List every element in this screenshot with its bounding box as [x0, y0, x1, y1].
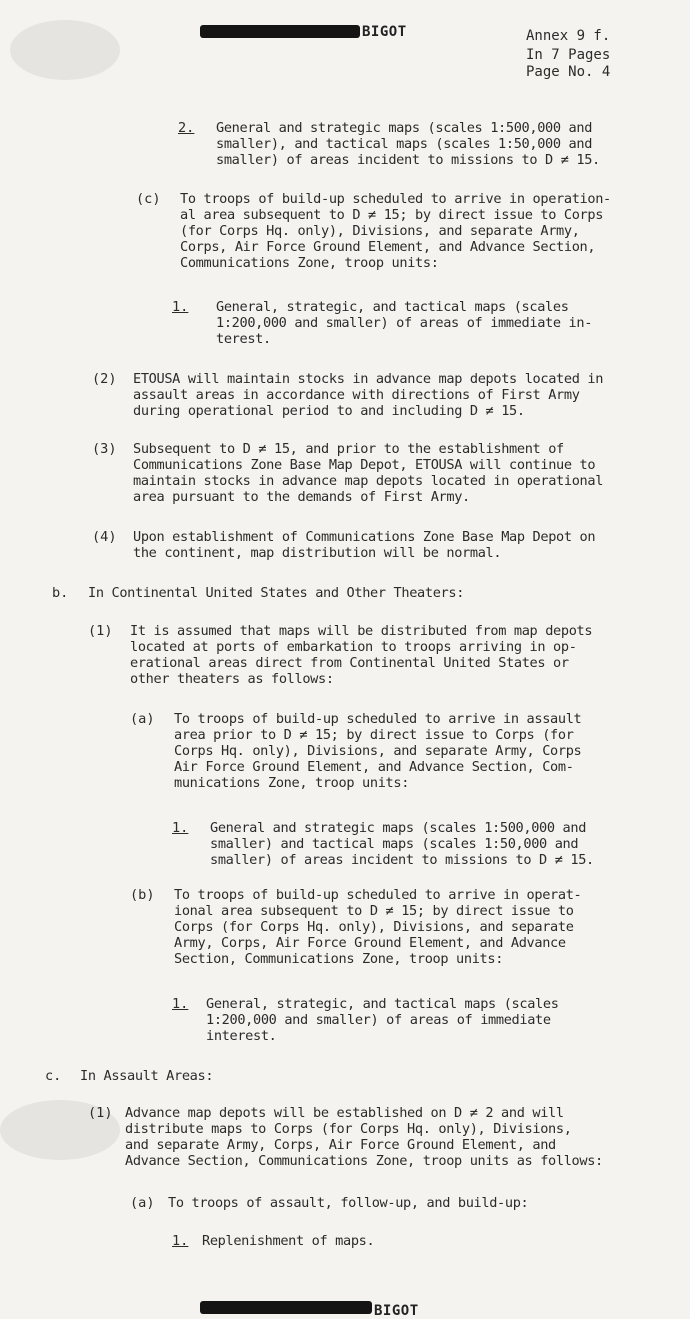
paragraph-label: 1. — [172, 996, 189, 1012]
paragraph-label: 1. — [172, 299, 189, 315]
paragraph-line: To troops of build-up scheduled to arrive in assault — [174, 711, 582, 727]
paragraph-line: interest. — [206, 1028, 277, 1044]
paragraph-line: General, strategic, and tactical maps (scales — [206, 996, 559, 1012]
paragraph-line: Communications Zone Base Map Depot, ETOUSA will continue to — [133, 457, 596, 473]
paragraph-line: General and strategic maps (scales 1:500,000 and — [216, 120, 593, 136]
paragraph-label: 2. — [178, 120, 195, 136]
paragraph-label: (4) — [92, 529, 117, 545]
redaction-bar — [200, 1301, 372, 1314]
paragraph-line: Upon establishment of Communications Zone Base Map Depot on — [133, 529, 596, 545]
paragraph-line: other theaters as follows: — [130, 671, 334, 687]
paragraph-line: ETOUSA will maintain stocks in advance map depots located in — [133, 371, 604, 387]
paragraph-line: Advance Section, Communications Zone, troop units as follows: — [125, 1153, 603, 1169]
paragraph-line: al area subsequent to D ≠ 15; by direct issue to Corps — [180, 207, 604, 223]
paragraph-label: 1. — [172, 1233, 189, 1249]
paragraph-line: In Continental United States and Other Theaters: — [88, 585, 465, 601]
paragraph-label: (3) — [92, 441, 117, 457]
paragraph-line: Corps, Air Force Ground Element, and Advance Section, — [180, 239, 596, 255]
paragraph-label: (a) — [130, 711, 155, 727]
paragraph-line: assault areas in accordance with directions of First Army — [133, 387, 580, 403]
paragraph-line: smaller) of areas incident to missions to D ≠ 15. — [210, 852, 594, 868]
paragraph-line: (for Corps Hq. only), Divisions, and separate Army, — [180, 223, 580, 239]
paragraph-line: General and strategic maps (scales 1:500,000 and — [210, 820, 587, 836]
paragraph-line: area pursuant to the demands of First Army. — [133, 489, 470, 505]
paragraph-line: 1:200,000 and smaller) of areas of immediate — [206, 1012, 551, 1028]
paragraph-line: ional area subsequent to D ≠ 15; by direct issue to — [174, 903, 574, 919]
paragraph-label: (a) — [130, 1195, 155, 1211]
paragraph-line: maintain stocks in advance map depots located in operational — [133, 473, 604, 489]
paragraph-label: (1) — [88, 623, 113, 639]
stamp-smudge — [10, 20, 120, 80]
paragraph-line: In Assault Areas: — [80, 1068, 214, 1084]
paragraph-line: distribute maps to Corps (for Corps Hq. only), Divisions, — [125, 1121, 572, 1137]
paragraph-line: area prior to D ≠ 15; by direct issue to Corps (for — [174, 727, 574, 743]
paragraph-line: erational areas direct from Continental United States or — [130, 655, 569, 671]
classification-header: BIGOT — [362, 24, 407, 40]
page-count: In 7 Pages — [526, 47, 611, 63]
annex-number: Annex 9 f. — [526, 28, 611, 44]
paragraph-label: (2) — [92, 371, 117, 387]
paragraph-label: 1. — [172, 820, 189, 836]
paragraph-line: during operational period to and including D ≠ 15. — [133, 403, 525, 419]
redaction-bar — [200, 25, 360, 38]
paragraph-line: smaller) of areas incident to missions to D ≠ 15. — [216, 152, 600, 168]
paragraph-line: Subsequent to D ≠ 15, and prior to the establishment of — [133, 441, 564, 457]
paragraph-line: To troops of build-up scheduled to arrive in operation- — [180, 191, 611, 207]
paragraph-line: General, strategic, and tactical maps (scales — [216, 299, 569, 315]
paragraph-line: Air Force Ground Element, and Advance Section, Com- — [174, 759, 574, 775]
paragraph-line: To troops of build-up scheduled to arrive in operat- — [174, 887, 582, 903]
paragraph-line: munications Zone, troop units: — [174, 775, 410, 791]
paragraph-line: Replenishment of maps. — [202, 1233, 375, 1249]
paragraph-label: c. — [45, 1068, 62, 1084]
paragraph-line: smaller) and tactical maps (scales 1:50,000 and — [210, 836, 579, 852]
paragraph-label: (c) — [136, 191, 161, 207]
paragraph-line: Communications Zone, troop units: — [180, 255, 439, 271]
paragraph-label: (b) — [130, 887, 155, 903]
paragraph-line: located at ports of embarkation to troops arriving in op- — [130, 639, 577, 655]
paragraph-line: To troops of assault, follow-up, and build-up: — [168, 1195, 529, 1211]
paragraph-line: terest. — [216, 331, 271, 347]
paragraph-line: Army, Corps, Air Force Ground Element, and Advance — [174, 935, 566, 951]
classification-footer: BIGOT — [374, 1303, 419, 1319]
paragraph-line: and separate Army, Corps, Air Force Ground Element, and — [125, 1137, 556, 1153]
paragraph-line: Corps Hq. only), Divisions, and separate Army, Corps — [174, 743, 582, 759]
paragraph-line: Corps (for Corps Hq. only), Divisions, and separate — [174, 919, 574, 935]
paragraph-line: Section, Communications Zone, troop units: — [174, 951, 504, 967]
paragraph-label: b. — [52, 585, 69, 601]
paragraph-line: smaller), and tactical maps (scales 1:50,000 and — [216, 136, 593, 152]
paragraph-label: (1) — [88, 1105, 113, 1121]
page-number: Page No. 4 — [526, 64, 611, 80]
paragraph-line: Advance map depots will be established on D ≠ 2 and will — [125, 1105, 564, 1121]
paragraph-line: the continent, map distribution will be normal. — [133, 545, 502, 561]
paragraph-line: 1:200,000 and smaller) of areas of immediate in- — [216, 315, 593, 331]
paragraph-line: It is assumed that maps will be distributed from map depots — [130, 623, 593, 639]
